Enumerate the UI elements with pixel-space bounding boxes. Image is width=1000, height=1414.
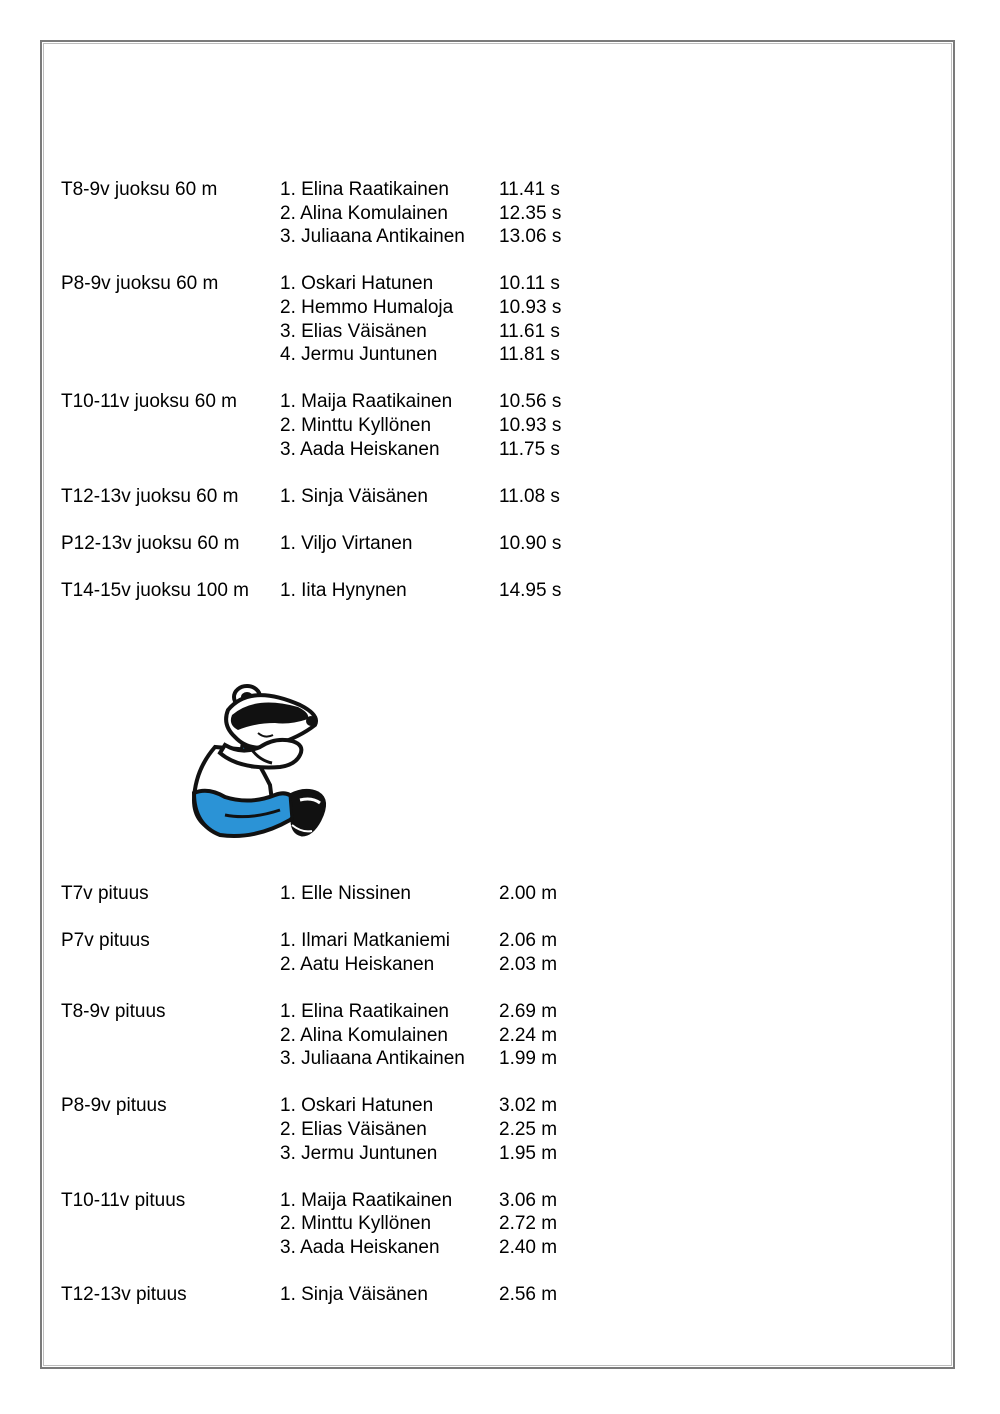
running-results [61,178,621,603]
result-row [61,390,621,414]
result-value: 13.06 s [499,226,562,248]
event-block [61,178,621,249]
event-name: T12-13v juoksu 60 m [61,485,239,507]
athlete-placing: 1. Elle Nissinen [280,883,411,904]
result-value: 11.08 s [499,485,560,507]
athlete-placing: 2. Alina Komulainen [280,1024,448,1046]
result-value: 10.90 s [499,532,562,554]
result-value: 11.75 s [499,438,560,460]
event-block [61,579,621,603]
result-row [61,225,621,249]
athlete-placing: 1. Ilmari Matkaniemi [280,930,450,952]
result-value: 11.81 s [499,344,560,366]
athlete-placing: 3. Juliaana Antikainen [280,226,465,248]
result-row [61,1094,621,1118]
athlete-placing: 2. Minttu Kyllönen [280,414,432,436]
event-block [61,532,621,556]
athlete-placing: 1. Maija Raatikainen [280,391,453,413]
result-row [61,929,621,953]
event-block [61,1189,621,1260]
result-value: 2.24 m [499,1024,558,1046]
athlete-placing: 2. Alina Komulainen [280,202,448,224]
result-row [61,202,621,226]
result-row [61,1047,621,1071]
athlete-placing: 1. Oskari Hatunen [280,1095,434,1117]
event-name: T10-11v juoksu 60 m [61,391,238,413]
athlete-placing: 1. Sinja Väisänen [280,1284,428,1306]
athlete-placing: 2. Hemmo Humaloja [280,296,454,318]
result-value: 10.11 s [499,273,560,295]
result-row [61,320,621,344]
result-row [61,579,621,603]
result-row [61,1024,621,1048]
event-name: P12-13v juoksu 60 m [61,532,240,554]
event-name: P7v pituus [61,930,150,952]
event-block [61,1000,621,1071]
result-value: 11.41 s [499,179,560,200]
result-row [61,414,621,438]
result-row [61,1118,621,1142]
result-row [61,296,621,320]
event-block [61,882,621,906]
result-row [61,1142,621,1166]
athlete-placing: 1. Elina Raatikainen [280,1000,449,1022]
result-value: 1.95 m [499,1142,558,1164]
athlete-placing: 1. Iita Hynynen [280,580,407,602]
result-row [61,178,621,202]
result-value: 1.99 m [499,1048,558,1070]
event-block [61,272,621,366]
result-value: 2.00 m [499,883,558,904]
long-jump-results [61,882,621,1307]
athlete-placing: 3. Juliaana Antikainen [280,1048,465,1070]
result-value: 3.02 m [499,1095,558,1117]
event-block [61,1283,621,1307]
athlete-placing: 1. Sinja Väisänen [280,485,428,507]
result-row [61,1236,621,1260]
result-value: 2.06 m [499,930,558,952]
athlete-placing: 1. Maija Raatikainen [280,1189,453,1211]
result-value: 2.03 m [499,953,558,975]
result-row [61,1283,621,1307]
result-value: 10.93 s [499,296,562,318]
event-name: T12-13v pituus [61,1284,187,1306]
result-value: 10.56 s [499,391,562,413]
result-value: 2.25 m [499,1118,558,1140]
athlete-placing: 2. Aatu Heiskanen [280,953,435,975]
athlete-placing: 3. Elias Väisänen [280,320,427,342]
result-value: 14.95 s [499,580,562,602]
event-name: P8-9v juoksu 60 m [61,273,219,295]
athlete-placing: 3. Jermu Juntunen [280,1142,438,1164]
event-block [61,929,621,976]
result-row [61,1212,621,1236]
result-row [61,882,621,906]
result-row [61,343,621,367]
result-value: 11.61 s [499,320,560,342]
result-row [61,272,621,296]
athlete-placing: 3. Aada Heiskanen [280,438,440,460]
athlete-placing: 1. Viljo Virtanen [280,532,413,554]
athlete-placing: 3. Aada Heiskanen [280,1236,440,1258]
event-name: T14-15v juoksu 100 m [61,580,249,602]
result-row [61,1000,621,1024]
event-name: T10-11v pituus [61,1189,186,1211]
result-value: 2.72 m [499,1213,558,1235]
event-name: T8-9v juoksu 60 m [61,179,218,200]
result-value: 2.56 m [499,1284,558,1306]
athlete-placing: 2. Elias Väisänen [280,1118,427,1140]
event-name: T8-9v pituus [61,1000,166,1022]
result-value: 3.06 m [499,1189,558,1211]
athlete-placing: 4. Jermu Juntunen [280,344,438,366]
event-block [61,1094,621,1165]
result-row [61,953,621,977]
event-name: T7v pituus [61,883,149,904]
result-row [61,1189,621,1213]
event-block [61,485,621,509]
result-value: 2.40 m [499,1236,558,1258]
result-row [61,485,621,509]
event-name: P8-9v pituus [61,1095,167,1117]
badger-mascot-icon [180,675,340,860]
result-row [61,438,621,462]
athlete-placing: 1. Oskari Hatunen [280,273,434,295]
result-value: 10.93 s [499,414,562,436]
athlete-placing: 1. Elina Raatikainen [280,179,449,200]
result-value: 12.35 s [499,202,562,224]
athlete-placing: 2. Minttu Kyllönen [280,1213,432,1235]
result-value: 2.69 m [499,1000,558,1022]
event-block [61,390,621,461]
result-row [61,532,621,556]
